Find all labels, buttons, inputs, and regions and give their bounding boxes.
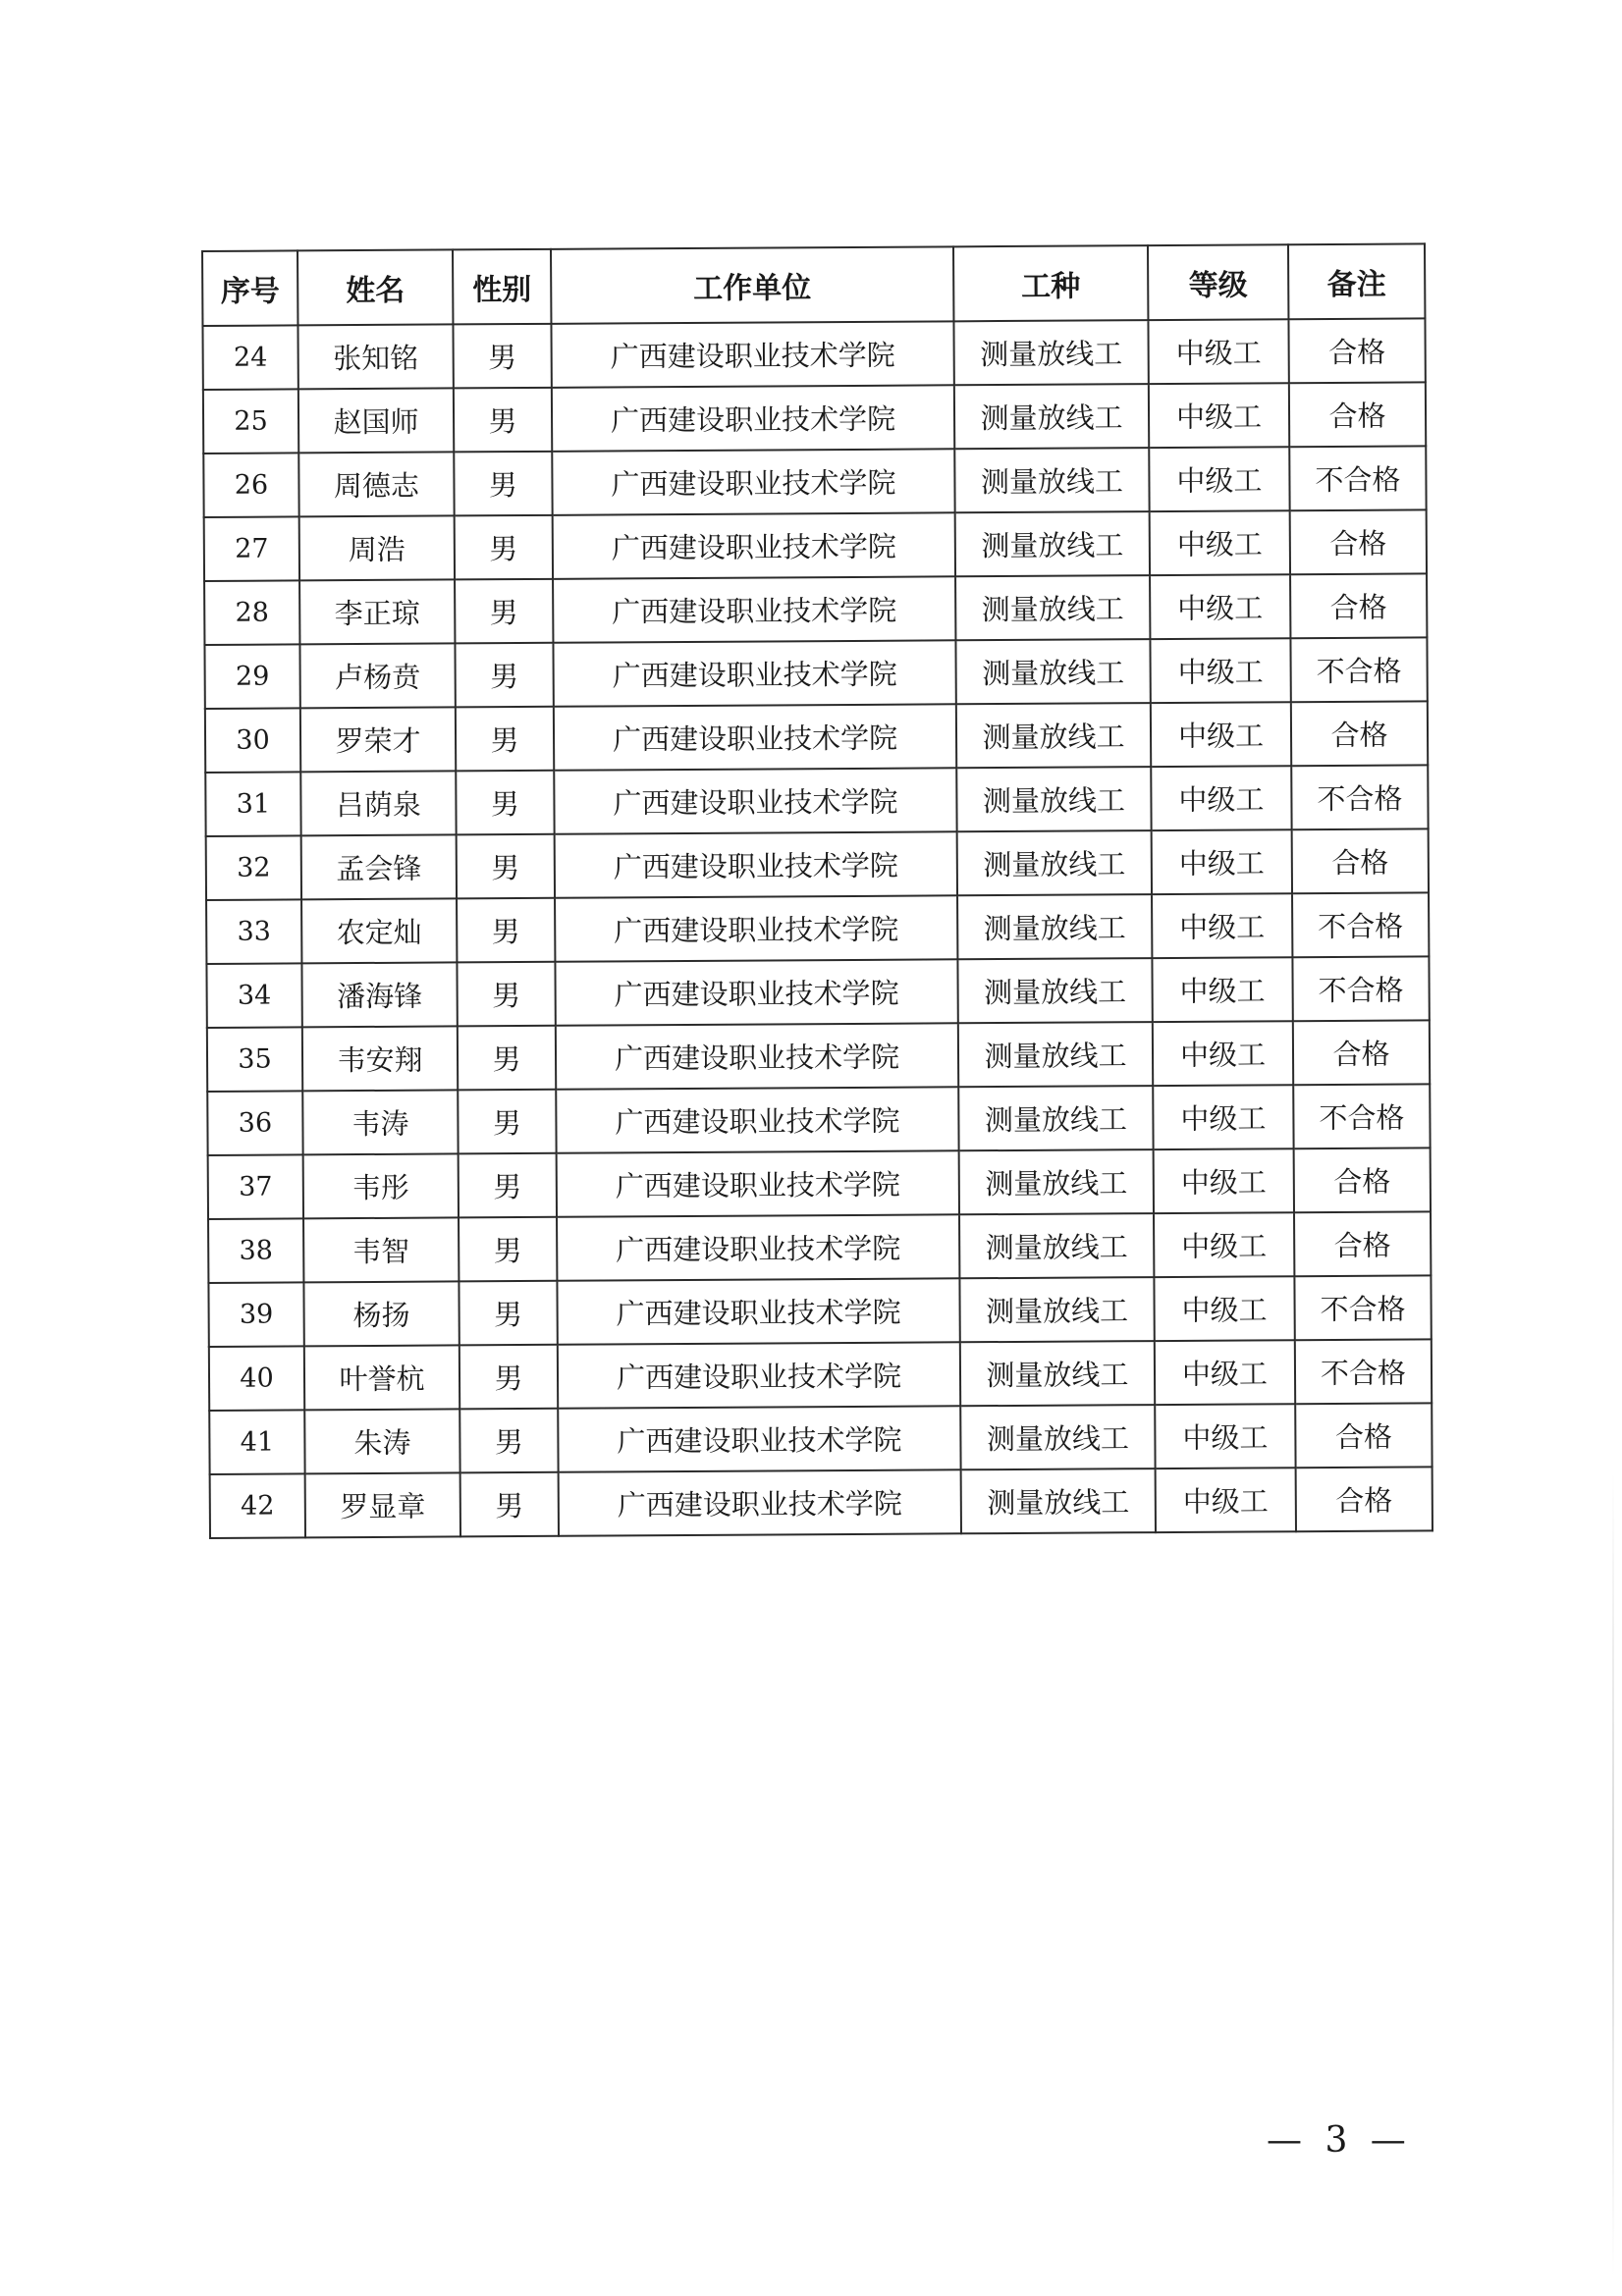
cell-gender: 男 <box>456 707 554 772</box>
cell-remark: 不合格 <box>1293 1084 1430 1148</box>
header-name: 姓名 <box>297 249 453 325</box>
cell-level: 中级工 <box>1152 893 1292 958</box>
cell-level: 中级工 <box>1155 1404 1295 1468</box>
table-row <box>206 892 1429 964</box>
cell-remark: 合格 <box>1291 701 1428 766</box>
cell-workplace: 广西建设职业技术学院 <box>551 321 953 388</box>
results-table-container <box>201 242 1432 1539</box>
table-row <box>204 573 1427 645</box>
cell-trade: 测量放线工 <box>956 767 1151 831</box>
table-row <box>204 509 1427 581</box>
table-header-row <box>202 243 1425 326</box>
cell-seq: 35 <box>207 1027 302 1092</box>
cell-trade: 测量放线工 <box>959 1277 1154 1342</box>
cell-seq: 24 <box>202 325 297 390</box>
cell-seq: 40 <box>209 1346 304 1411</box>
cell-level: 中级工 <box>1151 766 1291 830</box>
cell-name: 杨扬 <box>303 1281 459 1346</box>
table-row <box>202 318 1425 390</box>
cell-seq: 34 <box>206 963 301 1028</box>
cell-seq: 41 <box>209 1410 304 1474</box>
cell-trade: 测量放线工 <box>960 1341 1155 1406</box>
cell-workplace: 广西建设职业技术学院 <box>553 576 955 643</box>
cell-level: 中级工 <box>1152 957 1292 1022</box>
table-row <box>208 1211 1431 1283</box>
header-trade: 工种 <box>953 245 1148 321</box>
cell-level: 中级工 <box>1149 383 1289 448</box>
cell-gender: 男 <box>457 962 555 1027</box>
cell-seq: 31 <box>205 772 300 836</box>
cell-name: 罗荣才 <box>300 707 456 772</box>
cell-remark: 合格 <box>1290 509 1427 574</box>
cell-name: 周德志 <box>298 452 454 516</box>
table-row <box>209 1339 1432 1411</box>
cell-trade: 测量放线工 <box>958 1022 1153 1087</box>
cell-remark: 不合格 <box>1294 1275 1431 1340</box>
header-seq: 序号 <box>202 250 297 326</box>
table-row <box>206 956 1429 1028</box>
cell-remark: 不合格 <box>1290 637 1427 702</box>
cell-seq: 26 <box>203 453 298 517</box>
cell-seq: 27 <box>204 516 299 581</box>
cell-name: 韦涛 <box>302 1090 458 1154</box>
scan-edge-shadow <box>1612 1472 1614 2277</box>
cell-workplace: 广西建设职业技术学院 <box>555 895 957 962</box>
cell-name: 韦智 <box>303 1217 459 1282</box>
cell-trade: 测量放线工 <box>959 1149 1154 1214</box>
cell-gender: 男 <box>453 324 551 389</box>
table-row <box>209 1403 1432 1474</box>
cell-workplace: 广西建设职业技术学院 <box>553 640 955 707</box>
table-row <box>210 1467 1433 1538</box>
cell-level: 中级工 <box>1154 1212 1294 1277</box>
cell-seq: 32 <box>206 835 301 900</box>
header-level: 等级 <box>1148 244 1288 320</box>
cell-name: 韦彤 <box>303 1153 459 1218</box>
cell-gender: 男 <box>459 1153 557 1218</box>
cell-trade: 测量放线工 <box>959 1213 1154 1278</box>
cell-level: 中级工 <box>1153 1085 1293 1149</box>
cell-trade: 测量放线工 <box>957 894 1152 959</box>
table-row <box>203 382 1426 454</box>
cell-level: 中级工 <box>1154 1276 1294 1341</box>
cell-gender: 男 <box>460 1345 558 1410</box>
cell-workplace: 广西建设职业技术学院 <box>558 1342 960 1409</box>
cell-trade: 测量放线工 <box>955 511 1150 576</box>
page-number: — 3 — <box>1267 2120 1412 2161</box>
cell-remark: 合格 <box>1289 382 1426 447</box>
cell-gender: 男 <box>456 771 554 835</box>
cell-remark: 合格 <box>1292 828 1429 893</box>
cell-workplace: 广西建设职业技术学院 <box>558 1406 960 1472</box>
table-row <box>206 828 1429 900</box>
cell-remark: 合格 <box>1294 1148 1431 1212</box>
cell-remark: 合格 <box>1295 1403 1432 1468</box>
cell-trade: 测量放线工 <box>955 575 1150 640</box>
cell-level: 中级工 <box>1150 510 1290 575</box>
cell-name: 赵国师 <box>298 388 454 453</box>
cell-remark: 合格 <box>1294 1211 1431 1276</box>
cell-workplace: 广西建设职业技术学院 <box>553 512 955 579</box>
cell-seq: 25 <box>203 389 298 454</box>
cell-seq: 39 <box>208 1282 303 1347</box>
cell-trade: 测量放线工 <box>961 1468 1156 1533</box>
table-row <box>207 1084 1430 1155</box>
table-row <box>207 1020 1430 1092</box>
cell-trade: 测量放线工 <box>953 320 1148 385</box>
cell-workplace: 广西建设职业技术学院 <box>556 1023 958 1090</box>
cell-gender: 男 <box>457 898 555 963</box>
cell-level: 中级工 <box>1151 702 1291 767</box>
table-row <box>208 1148 1431 1219</box>
cell-workplace: 广西建设职业技术学院 <box>555 831 957 898</box>
cell-name: 卢杨贲 <box>299 643 455 708</box>
cell-trade: 测量放线工 <box>957 958 1152 1023</box>
cell-gender: 男 <box>454 388 552 453</box>
cell-seq: 37 <box>208 1154 303 1219</box>
cell-level: 中级工 <box>1148 319 1288 384</box>
cell-gender: 男 <box>458 1026 556 1091</box>
results-table <box>201 242 1433 1539</box>
cell-trade: 测量放线工 <box>955 639 1150 704</box>
cell-name: 朱涛 <box>304 1409 460 1473</box>
cell-level: 中级工 <box>1153 1021 1293 1086</box>
cell-workplace: 广西建设职业技术学院 <box>554 704 956 771</box>
cell-trade: 测量放线工 <box>956 703 1151 768</box>
table-row <box>205 701 1428 773</box>
cell-gender: 男 <box>455 579 553 644</box>
cell-seq: 42 <box>210 1473 305 1538</box>
cell-remark: 合格 <box>1293 1020 1430 1085</box>
cell-remark: 合格 <box>1288 318 1425 383</box>
cell-gender: 男 <box>460 1472 559 1537</box>
cell-name: 罗显章 <box>305 1472 460 1537</box>
cell-seq: 28 <box>204 580 299 645</box>
cell-workplace: 广西建设职业技术学院 <box>559 1469 961 1536</box>
cell-remark: 不合格 <box>1295 1339 1432 1404</box>
header-remark: 备注 <box>1288 243 1425 319</box>
cell-seq: 36 <box>207 1091 302 1155</box>
cell-name: 农定灿 <box>301 898 457 963</box>
header-workplace: 工作单位 <box>551 246 953 324</box>
cell-seq: 38 <box>208 1218 303 1283</box>
cell-name: 张知铭 <box>297 324 453 389</box>
cell-remark: 不合格 <box>1291 765 1428 829</box>
cell-level: 中级工 <box>1149 447 1289 511</box>
cell-gender: 男 <box>455 515 553 580</box>
cell-name: 周浩 <box>299 515 455 580</box>
cell-workplace: 广西建设职业技术学院 <box>554 768 956 834</box>
cell-workplace: 广西建设职业技术学院 <box>552 449 954 515</box>
cell-workplace: 广西建设职业技术学院 <box>557 1150 959 1217</box>
cell-level: 中级工 <box>1150 574 1290 639</box>
cell-gender: 男 <box>454 452 552 516</box>
cell-gender: 男 <box>459 1217 557 1282</box>
cell-level: 中级工 <box>1152 829 1292 894</box>
cell-gender: 男 <box>459 1281 557 1346</box>
cell-workplace: 广西建设职业技术学院 <box>557 1214 959 1281</box>
cell-trade: 测量放线工 <box>958 1086 1153 1150</box>
cell-remark: 合格 <box>1296 1467 1433 1531</box>
cell-trade: 测量放线工 <box>954 384 1149 449</box>
table-row <box>204 637 1427 709</box>
cell-workplace: 广西建设职业技术学院 <box>556 1087 958 1153</box>
cell-name: 吕荫泉 <box>300 771 456 835</box>
cell-seq: 29 <box>204 644 299 709</box>
header-gender: 性别 <box>453 249 551 325</box>
cell-remark: 不合格 <box>1292 956 1429 1021</box>
cell-workplace: 广西建设职业技术学院 <box>555 959 957 1026</box>
table-row <box>205 765 1428 836</box>
cell-trade: 测量放线工 <box>960 1405 1155 1469</box>
cell-name: 孟会锋 <box>301 834 457 899</box>
cell-level: 中级工 <box>1155 1340 1295 1405</box>
cell-gender: 男 <box>457 834 555 899</box>
cell-name: 李正琼 <box>299 579 455 644</box>
cell-level: 中级工 <box>1154 1148 1294 1213</box>
cell-trade: 测量放线工 <box>957 830 1152 895</box>
cell-trade: 测量放线工 <box>954 448 1149 512</box>
cell-remark: 合格 <box>1290 573 1427 638</box>
cell-seq: 33 <box>206 899 301 964</box>
table-row <box>203 446 1426 517</box>
cell-remark: 不合格 <box>1292 892 1429 957</box>
cell-name: 潘海锋 <box>301 962 457 1027</box>
cell-gender: 男 <box>455 643 553 708</box>
cell-workplace: 广西建设职业技术学院 <box>557 1278 959 1345</box>
cell-seq: 30 <box>205 708 300 773</box>
cell-name: 叶誉杭 <box>304 1345 460 1410</box>
cell-workplace: 广西建设职业技术学院 <box>552 385 954 452</box>
cell-level: 中级工 <box>1150 638 1290 703</box>
cell-remark: 不合格 <box>1289 446 1426 510</box>
cell-gender: 男 <box>458 1090 556 1154</box>
cell-name: 韦安翔 <box>302 1026 458 1091</box>
cell-gender: 男 <box>460 1409 558 1473</box>
table-row <box>208 1275 1431 1347</box>
cell-level: 中级工 <box>1156 1468 1296 1532</box>
